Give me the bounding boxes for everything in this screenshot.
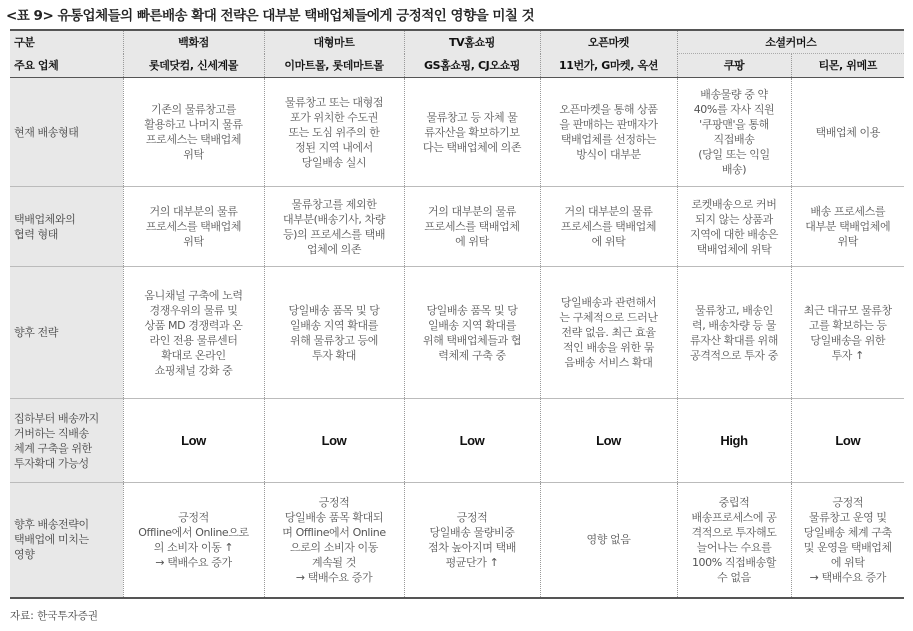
table-cell: 물류창고 또는 대형점 포가 위치한 수도권 또는 도심 위주의 한 정된 지역 내에서 당일배송 실시 (264, 78, 404, 187)
table-cell: 최근 대규모 물류창 고를 확보하는 등 당일배송을 위한 투자 ↑ (791, 267, 904, 399)
comparison-table (10, 29, 904, 599)
table-row (10, 78, 904, 187)
header-companies-mart: 이마트몰, 롯데마트몰 (264, 54, 404, 78)
table-cell: 긍정적 당일배송 품목 확대되 며 Offline에서 Online 으로의 소비자 이동 계속될 것 → 택배수요 증가 (264, 483, 404, 598)
table-cell: 옴니채널 구축에 노력 경쟁우위의 물류 및 상품 MD 경쟁력과 온 라인 전용 물류센터 확대로 온라인 쇼핑채널 강화 중 (123, 267, 264, 399)
row-label: 택배업체와의 협력 형태 (10, 187, 123, 267)
header-openmarket: 오픈마켓 (540, 30, 677, 54)
header-row-category (10, 30, 904, 54)
table-cell: 긍정적 물류창고 운영 및 당일배송 체계 구축 및 운영을 택배업체 에 위탁 → 택배수요 증가 (791, 483, 904, 598)
table-row (10, 267, 904, 399)
row-label: 집하부터 배송까지 거버하는 직배송 체계 구축을 위한 투자확대 가능성 (10, 399, 123, 483)
table-title: <표 9> 유통업체들의 빠른배송 확대 전략은 대부분 택배업체들에게 긍정적인 영향을 미칠 것 (6, 8, 535, 24)
header-companies-openmarket: 11번가, G마켓, 옥션 (540, 54, 677, 78)
table-cell: 물류창고 등 자체 물 류자산을 확보하기보 다는 택배업체에 의존 (404, 78, 540, 187)
table-cell: Low (404, 399, 540, 483)
table-cell: 물류창고를 제외한 대부분(배송기사, 차량 등)의 프로세스를 택배 업체에 의존 (264, 187, 404, 267)
table-cell: Low (791, 399, 904, 483)
table-row (10, 399, 904, 483)
table-cell: 당일배송과 관련해서 는 구체적으로 드러난 전략 없음. 최근 효율 적인 배송을 위한 묶 음배송 서비스 확대 (540, 267, 677, 399)
table-cell: 영향 없음 (540, 483, 677, 598)
table-cell: 당일배송 품목 및 당 일배송 지역 확대를 위해 택배업체들과 협 력체제 구축 중 (404, 267, 540, 399)
header-row-companies (10, 54, 904, 78)
table-row (10, 483, 904, 598)
header-social: 소셜커머스 (677, 30, 904, 54)
table-cell: 배송물량 중 약 40%를 자사 직원 '쿠팡맨'을 통해 직접배송 (당일 또는 익일 배송) (677, 78, 791, 187)
header-department: 백화점 (123, 30, 264, 54)
table-cell: 긍정적 당일배송 물량비중 점차 높아지며 택배 평균단가 ↑ (404, 483, 540, 598)
table-cell: Low (123, 399, 264, 483)
table-cell: 택배업체 이용 (791, 78, 904, 187)
table-cell: 배송 프로세스를 대부분 택배업체에 위탁 (791, 187, 904, 267)
source-note: 자료: 한국투자증권 (10, 610, 99, 622)
table-cell: 기존의 물류창고를 활용하고 나머지 물류 프로세스는 택배업체 위탁 (123, 78, 264, 187)
table-cell: 거의 대부분의 물류 프로세스를 택배업체 위탁 (123, 187, 264, 267)
table-cell: 거의 대부분의 물류 프로세스를 택배업체 에 위탁 (540, 187, 677, 267)
table-row (10, 187, 904, 267)
header-companies-tvhome: GS홈쇼핑, CJ오쇼핑 (404, 54, 540, 78)
header-label-companies: 주요 업체 (10, 54, 123, 78)
table-cell: 오픈마켓을 통해 상품 을 판매하는 판매자가 택배업체를 선정하는 방식이 대부분 (540, 78, 677, 187)
header-companies-tmon: 티몬, 위메프 (791, 54, 904, 78)
table-cell: 로켓배송으로 커버 되지 않는 상품과 지역에 대한 배송은 택배업체에 위탁 (677, 187, 791, 267)
table-cell: 거의 대부분의 물류 프로세스를 택배업체 에 위탁 (404, 187, 540, 267)
table-cell: Low (264, 399, 404, 483)
row-label: 향후 배송전략이 택배업에 미치는 영향 (10, 483, 123, 598)
header-mart: 대형마트 (264, 30, 404, 54)
header-companies-coupang: 쿠팡 (677, 54, 791, 78)
header-tvhome: TV홈쇼핑 (404, 30, 540, 54)
header-companies-department: 롯데닷컴, 신세계몰 (123, 54, 264, 78)
table-cell: 물류창고, 배송인 력, 배송차량 등 물 류자산 확대를 위해 공격적으로 투자 중 (677, 267, 791, 399)
table-cell: High (677, 399, 791, 483)
table-cell: Low (540, 399, 677, 483)
row-label: 향후 전략 (10, 267, 123, 399)
row-label: 현재 배송형태 (10, 78, 123, 187)
header-label-category: 구분 (10, 30, 123, 54)
table-cell: 중립적 배송프로세스에 공 격적으로 투자해도 늘어나는 수요를 100% 직접배송할 수 없음 (677, 483, 791, 598)
table-cell: 당일배송 품목 및 당 일배송 지역 확대를 위해 물류창고 등에 투자 확대 (264, 267, 404, 399)
table-cell: 긍정적 Offline에서 Online으로 의 소비자 이동 ↑ → 택배수요 증가 (123, 483, 264, 598)
